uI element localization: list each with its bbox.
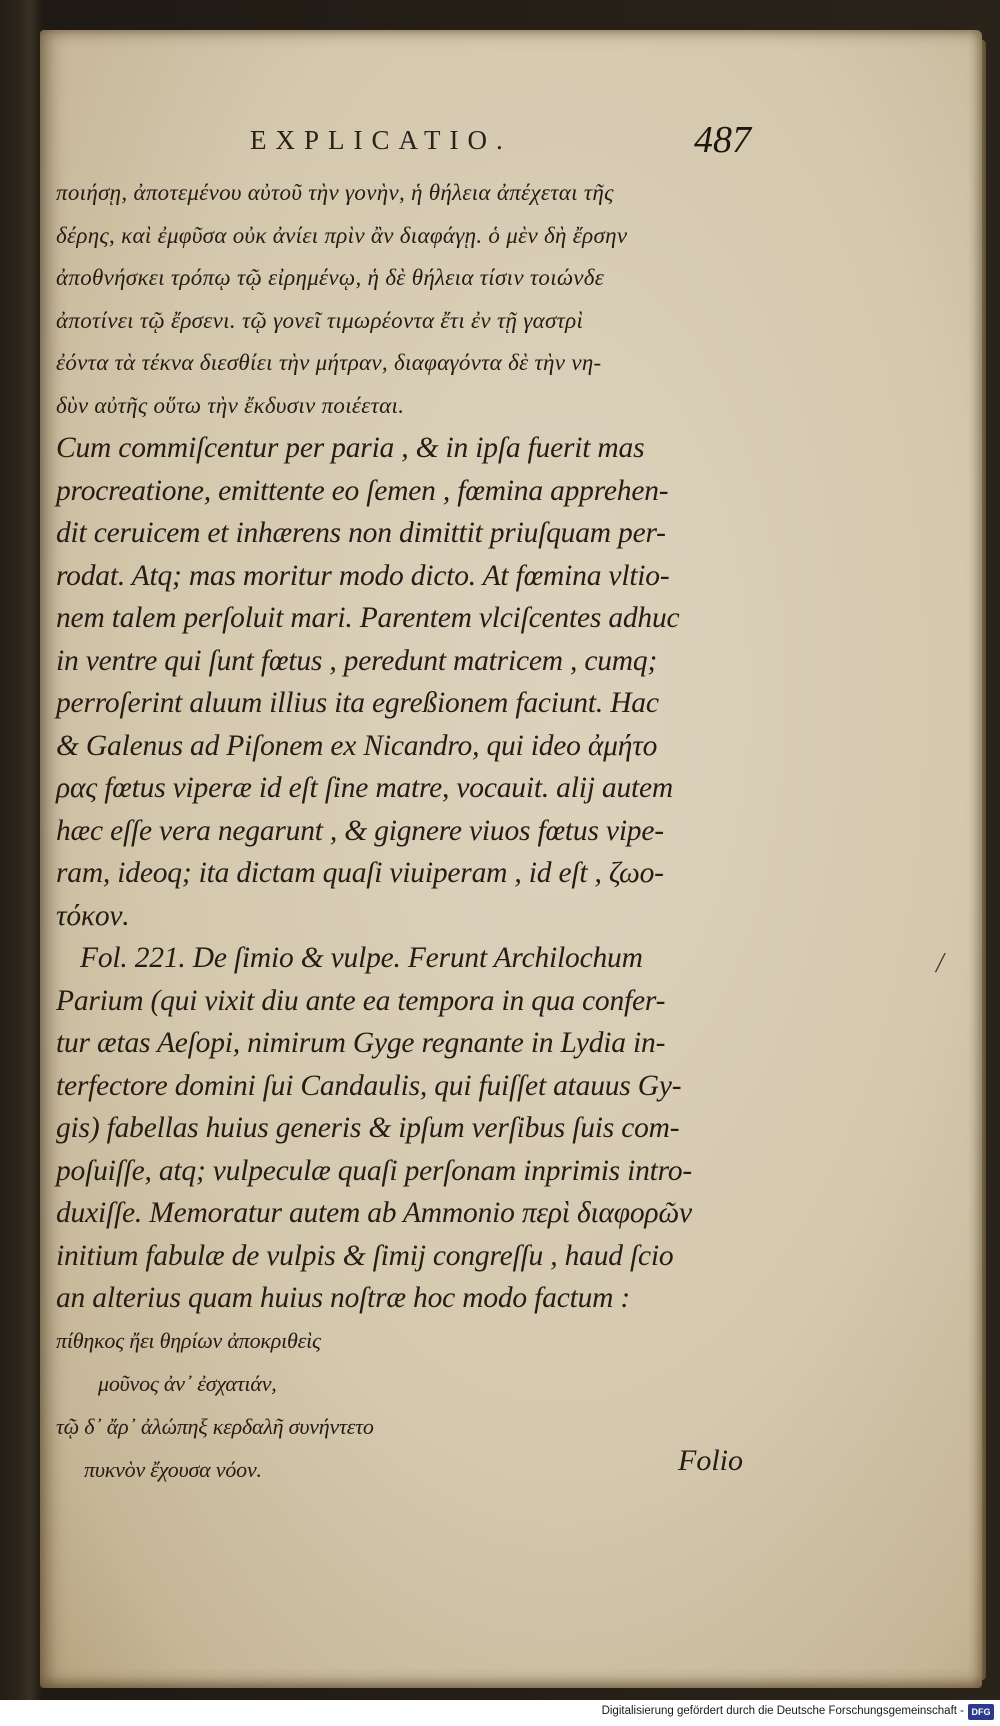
text-body [56,172,766,1492]
commentary-line: poſuiſſe, atq; vulpeculæ quaſi perſonam inprimis intro- [56,1154,693,1187]
latin-line: Cum commiſcentur per paria , & in ipſa fuerit mas [56,432,645,464]
commentary-paragraph [56,937,766,1320]
greek-line: ἀποτίνει τῷ ἔρσενι. τῷ γονεῖ τιμωρέοντα ἔτι ἐν τῇ γαστρὶ [56,307,584,333]
running-head: EXPLICATIO. [250,125,512,155]
commentary-line: Fol. 221. De ſimio & vulpe. Ferunt Archilochum [80,942,643,974]
latin-line: τόκον. [56,899,130,932]
greek-verse [56,1320,766,1492]
latin-line: dit ceruicem et inhærens non dimittit priuſquam per- [56,517,666,549]
greek-line: ἀποθνήσκει τρόπῳ τῷ εἰρημένῳ, ἡ δὲ θήλεια τίσιν τοιώνδε [56,265,605,290]
latin-line: ρας fœtus viperæ id eſt ſine matre, vocauit. alij autem [56,772,673,804]
page-number: 487 [694,119,751,161]
catchword: Folio [678,1444,743,1477]
greek-line: δέρης, καὶ ἐμφῦσα οὐκ ἀνίει πρὶν ἂν διαφάγῃ. ὁ μὲν δὴ ἔρσην [56,222,628,248]
latin-translation [56,427,766,937]
commentary-line: Parium (qui vixit diu ante ea tempora in qua confer- [56,984,666,1017]
commentary-line: tur ætas Aeſopi, nimirum Gyge regnante in Lydia in- [56,1027,666,1059]
latin-line: perroſerint aluum illius ita egreßionem faciunt. Hac [56,687,659,719]
latin-line: procreatione, emittente eo ſemen , fœmina apprehen- [56,474,669,507]
greek-line: ποιήσῃ, ἀποτεμένου αὐτοῦ τὴν γονὴν, ἡ θήλεια ἀπέχεται τῆς [56,180,614,205]
latin-line: in ventre qui ſunt fœtus , peredunt matricem , cumq; [56,644,658,677]
dfg-logo-icon: DFG [968,1704,994,1720]
verse-line: πυκνὸν ἔχουσα νόον. [84,1456,262,1482]
margin-mark: / [936,948,944,979]
footer-bar [0,1700,1000,1726]
funding-credit: Digitalisierung gefördert durch die Deutsche Forschungsgemeinschaft - [601,1705,964,1717]
commentary-line: an alterius quam huius noſtræ hoc modo factum : [56,1282,631,1314]
greek-line: ἐόντα τὰ τέκνα διεσθίει τὴν μήτραν, διαφαγόντα δὲ τὴν νη- [56,350,602,375]
verse-line: μοῦνος ἀν᾽ ἐσχατιάν, [98,1370,277,1396]
commentary-line: initium fabulæ de vulpis & ſimij congreſſu , haud ſcio [56,1239,674,1272]
commentary-line: gis) fabellas huius generis & ipſum verſibus ſuis com- [56,1112,680,1144]
commentary-line: duxiſſe. Memoratur autem ab Ammonio περὶ διαφορῶν [56,1197,692,1229]
latin-line: rodat. Atq; mas moritur modo dicto. At fœmina vltio- [56,559,670,592]
latin-line: ram, ideoq; ita dictam quaſi viuiperam , id eſt , ζωο- [56,857,664,889]
greek-passage [56,172,766,427]
verse-line: πίθηκος ἤει θηρίων ἀποκριθεὶς [56,1327,321,1353]
latin-line: hæc eſſe vera negarunt , & gignere viuos fœtus vipe- [56,814,664,847]
latin-line: & Galenus ad Piſonem ex Nicandro, qui ideo ἀμήτο [56,729,658,762]
commentary-line: terfectore domini ſui Candaulis, qui fuiſſet atauus Gy- [56,1069,682,1102]
latin-line: nem talem perſoluit mari. Parentem vlciſcentes adhuc [56,602,680,634]
greek-line: δὺν αὐτῆς οὕτω τὴν ἔκδυσιν ποιέεται. [56,392,405,418]
verse-line: τῷ δ᾽ ἄρ᾽ ἀλώπηξ κερδαλῆ συνήντετο [56,1413,374,1439]
